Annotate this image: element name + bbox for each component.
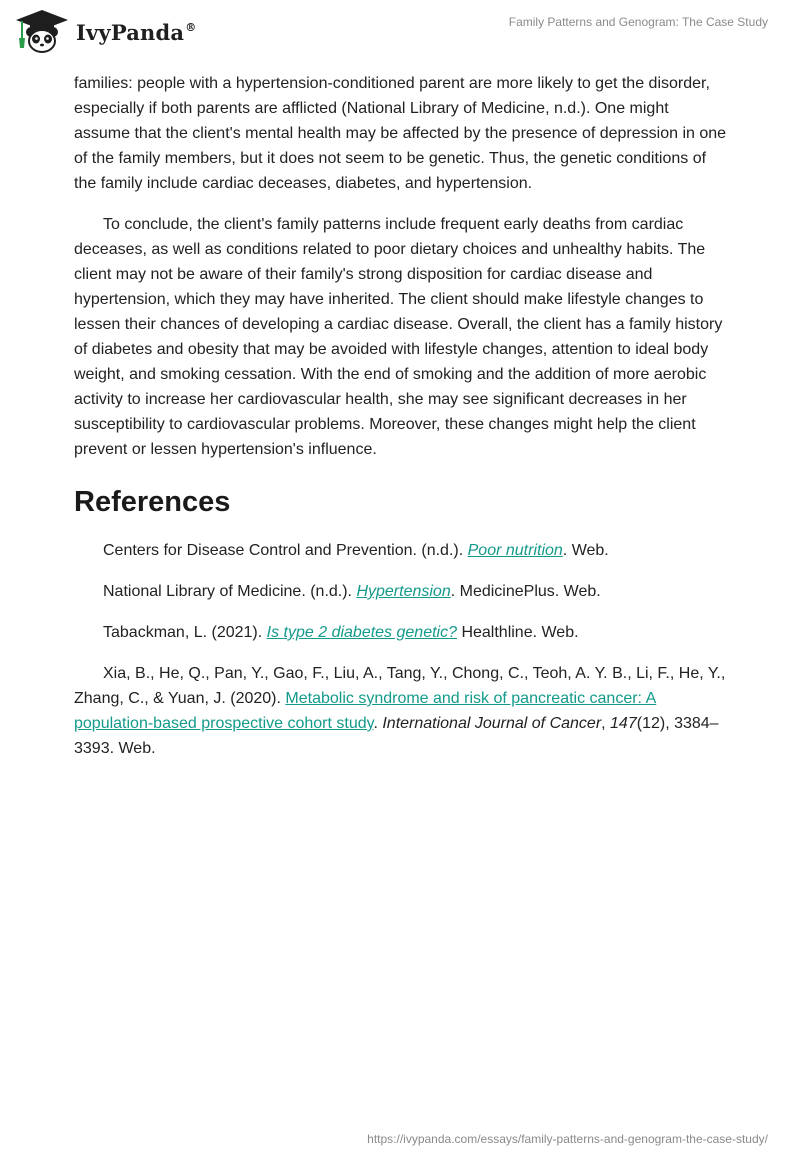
- source-url[interactable]: https://ivypanda.com/essays/family-patterns-and-genogram-the-case-study/: [367, 1132, 768, 1146]
- references-heading: References: [74, 486, 231, 518]
- reference-item: Xia, B., He, Q., Pan, Y., Gao, F., Liu, A., Tang, Y., Chong, C., Teoh, A. Y. B., Li, F., He, Y., Zhang, C., & Yuan, J. (2020). Metabolic syndrome and risk of pancreatic cancer: A population-based prospective cohort study. International Journal of Cancer, 147(12), 3384–3393. Web.: [74, 665, 726, 757]
- journal-name: International Journal of Cancer: [382, 715, 602, 732]
- reference-link[interactable]: Metabolic syndrome and risk of pancreatic cancer: A population-based prospective cohort study: [74, 690, 657, 732]
- body-paragraph: families: people with a hypertension-conditioned parent are more likely to get the disorder, especially if both parents are afflicted (National Library of Medicine, n.d.). One might assume that the client's mental health may be affected by the presence of depression in one of the family members, but it does not seem to be genetic. Thus, the genetic conditions of the family include cardiac deceases, diabetes, and hypertension.: [74, 75, 727, 192]
- reference-link[interactable]: Hypertension: [356, 583, 451, 600]
- panda-graduate-icon: [14, 8, 70, 54]
- document-title: Family Patterns and Genogram: The Case Study: [508, 15, 768, 29]
- page-header: [0, 0, 800, 70]
- reference-item: Tabackman, L. (2021). Is type 2 diabetes genetic? Healthline. Web.: [103, 624, 579, 641]
- references-list: [74, 538, 728, 761]
- body-paragraph: To conclude, the client's family patterns include frequent early deaths from cardiac deceases, as well as conditions related to poor dietary choices and unhealthy habits. The client may not be aware of their family's strong disposition for cardiac disease and hypertension, which they may have inherited. The client should make lifestyle changes to lessen their chances of developing a cardiac disease. Overall, the client has a family history of diabetes and obesity that may be avoided with lifestyle changes, attention to ideal body weight, and smoking cessation. With the end of smoking and the addition of more aerobic activity to increase her cardiovascular health, she may see significant decreases in her susceptibility to cardiovascular problems. Moreover, these changes might help the client prevent or lessen hypertension's influence.: [74, 216, 723, 458]
- reference-link[interactable]: Is type 2 diabetes genetic?: [266, 624, 457, 641]
- reference-link[interactable]: Poor nutrition: [467, 542, 563, 559]
- brand-logo[interactable]: [14, 8, 196, 54]
- reference-item: Centers for Disease Control and Prevention. (n.d.). Poor nutrition. Web.: [103, 542, 609, 559]
- journal-volume: 147: [610, 715, 637, 732]
- brand-name: IvyPanda®: [76, 20, 197, 45]
- essay-content: [74, 71, 728, 761]
- reference-item: National Library of Medicine. (n.d.). Hypertension. MedicinePlus. Web.: [103, 583, 601, 600]
